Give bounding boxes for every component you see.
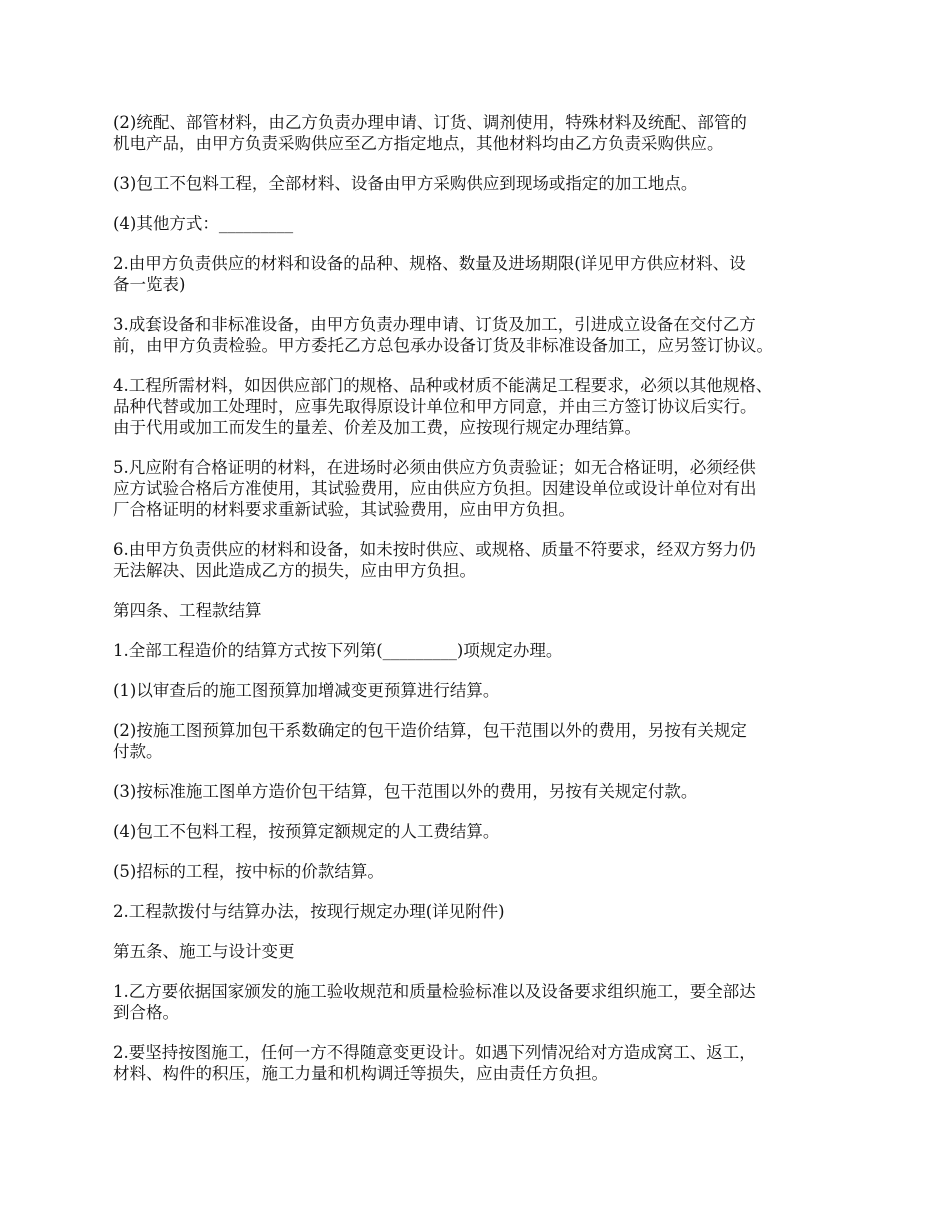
text-line: 付款。	[113, 742, 163, 761]
text-line: 前，由甲方负责检验。甲方委托乙方总包承办设备订货及非标准设备加工，应另签订协议。	[113, 336, 773, 355]
paragraph	[113, 901, 853, 922]
paragraph	[113, 314, 853, 356]
text-line: 由于代用或加工而发生的量差、价差及加工费，应按现行规定办理结算。	[113, 418, 641, 437]
paragraph	[113, 981, 853, 1023]
text-line: 无法解决、因此造成乙方的损失，应由甲方负担。	[113, 561, 476, 580]
text-line: 2.由甲方负责供应的材料和设备的品种、规格、数量及进场期限(详见甲方供应材料、设	[113, 254, 746, 273]
text-line: (2)按施工图预算加包干系数确定的包干造价结算，包干范围以外的费用，另按有关规定	[113, 721, 747, 740]
section-heading	[113, 600, 853, 621]
text-line: 材料、构件的积压，施工力量和机构调迁等损失，应由责任方负担。	[113, 1064, 608, 1083]
text-line: 1.乙方要依据国家颁发的施工验收规范和质量检验标准以及设备要求组织施工，要全部达	[113, 982, 756, 1001]
paragraph	[113, 173, 853, 194]
text-line: 第五条、施工与设计变更	[113, 942, 295, 961]
text-line: (3)包工不包料工程，全部材料、设备由甲方采购供应到现场或指定的加工地点。	[113, 174, 698, 193]
text-line: 2.要坚持按图施工，任何一方不得随意变更设计。如遇下列情况给对方造成窝工、返工，	[113, 1043, 756, 1062]
paragraph	[113, 680, 853, 701]
text-line: (4)其他方式：_________	[113, 214, 294, 233]
text-line: (3)按标准施工图单方造价包干结算，包干范围以外的费用，另按有关规定付款。	[113, 782, 698, 801]
paragraph	[113, 640, 853, 661]
text-line: 6.由甲方负责供应的材料和设备，如未按时供应、或规格、质量不符要求，经双方努力仍	[113, 540, 756, 559]
text-line: 4.工程所需材料，如因供应部门的规格、品种或材质不能满足工程要求，必须以其他规格、	[113, 376, 773, 395]
paragraph	[113, 781, 853, 802]
paragraph	[113, 720, 853, 762]
paragraph	[113, 253, 853, 295]
text-line: 3.成套设备和非标准设备，由甲方负责办理申请、订货及加工，引进成立设备在交付乙方	[113, 315, 756, 334]
paragraph	[113, 861, 853, 882]
text-line: 5.凡应附有合格证明的材料，在进场时必须由供应方负责验证；如无合格证明，必须经供	[113, 458, 756, 477]
text-line: 机电产品，由甲方负责采购供应至乙方指定地点，其他材料均由乙方负责采购供应。	[113, 134, 724, 153]
paragraph	[113, 821, 853, 842]
paragraph	[113, 375, 853, 438]
text-line: (5)招标的工程，按中标的价款结算。	[113, 862, 384, 881]
text-line: (4)包工不包料工程，按预算定额规定的人工费结算。	[113, 822, 500, 841]
text-line: (1)以审查后的施工图预算加增减变更预算进行结算。	[113, 681, 500, 700]
paragraph	[113, 112, 853, 154]
text-line: 2.工程款拨付与结算办法，按现行规定办理(详见附件)	[113, 902, 505, 921]
document-body	[113, 112, 853, 1103]
paragraph	[113, 457, 853, 520]
paragraph	[113, 539, 853, 581]
text-line: (2)统配、部管材料，由乙方负责办理申请、订货、调剂使用，特殊材料及统配、部管的	[113, 113, 747, 132]
text-line: 第四条、工程款结算	[113, 601, 262, 620]
paragraph	[113, 1042, 853, 1084]
text-line: 品种代替或加工处理时，应事先取得原设计单位和甲方同意，并由三方签订协议后实行。	[113, 397, 757, 416]
text-line: 备一览表)	[113, 275, 186, 294]
text-line: 厂合格证明的材料要求重新试验，其试验费用，应由甲方负担。	[113, 500, 575, 519]
paragraph	[113, 213, 853, 234]
text-line: 到合格。	[113, 1003, 179, 1022]
section-heading	[113, 941, 853, 962]
text-line: 1.全部工程造价的结算方式按下列第(_________)项规定办理。	[113, 641, 563, 660]
text-line: 应方试验合格后方准使用，其试验费用，应由供应方负担。因建设单位或设计单位对有出	[113, 479, 757, 498]
